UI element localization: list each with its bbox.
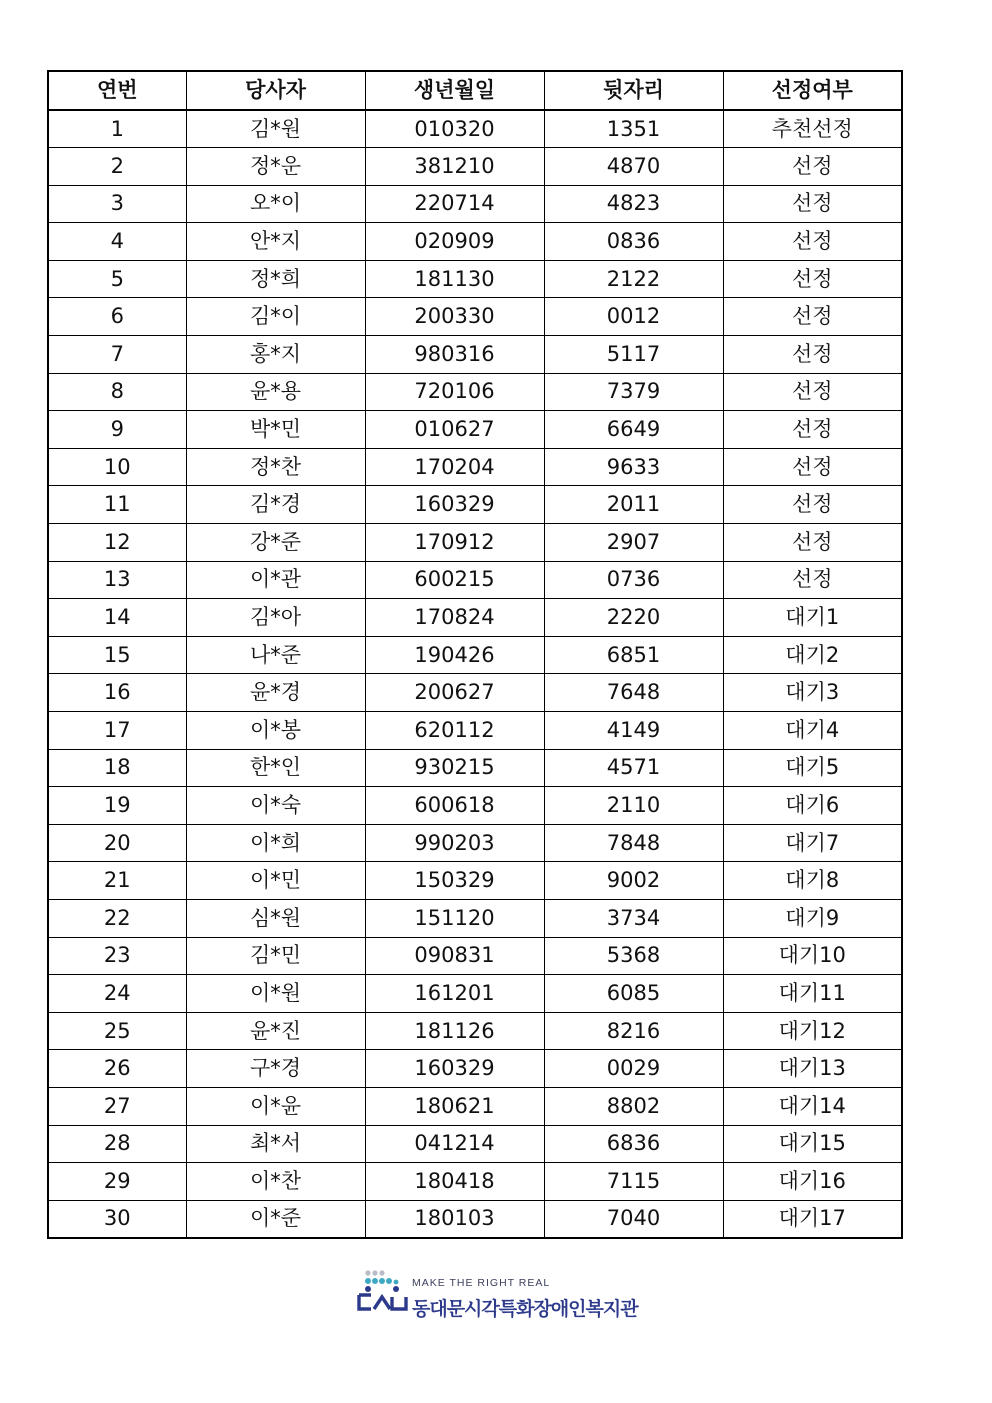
birthdate: 020909 bbox=[365, 223, 544, 261]
selection-status: 선정 bbox=[723, 524, 902, 562]
selection-status: 대기5 bbox=[723, 749, 902, 787]
id-suffix: 7648 bbox=[544, 674, 723, 712]
id-suffix: 4823 bbox=[544, 185, 723, 223]
table-row bbox=[48, 336, 902, 374]
table-row bbox=[48, 486, 902, 524]
id-suffix: 6649 bbox=[544, 411, 723, 449]
table-row bbox=[48, 824, 902, 862]
id-suffix: 7040 bbox=[544, 1200, 723, 1238]
row-number: 30 bbox=[48, 1200, 186, 1238]
selection-status: 선정 bbox=[723, 223, 902, 261]
table-row bbox=[48, 636, 902, 674]
row-number: 18 bbox=[48, 749, 186, 787]
id-suffix: 9002 bbox=[544, 862, 723, 900]
header-id-suffix: 뒷자리 bbox=[544, 71, 723, 110]
selection-status: 대기16 bbox=[723, 1163, 902, 1201]
table-row bbox=[48, 862, 902, 900]
birthdate: 181130 bbox=[365, 260, 544, 298]
selection-status: 대기15 bbox=[723, 1125, 902, 1163]
id-suffix: 5117 bbox=[544, 336, 723, 374]
id-suffix: 0029 bbox=[544, 1050, 723, 1088]
selection-status: 대기14 bbox=[723, 1087, 902, 1125]
selection-status: 선정 bbox=[723, 336, 902, 374]
recipient-name: 윤*경 bbox=[186, 674, 365, 712]
id-suffix: 7379 bbox=[544, 373, 723, 411]
id-suffix: 0012 bbox=[544, 298, 723, 336]
id-suffix: 7115 bbox=[544, 1163, 723, 1201]
recipient-name: 김*이 bbox=[186, 298, 365, 336]
row-number: 22 bbox=[48, 899, 186, 937]
selection-status: 대기3 bbox=[723, 674, 902, 712]
header-name: 당사자 bbox=[186, 71, 365, 110]
row-number: 27 bbox=[48, 1087, 186, 1125]
recipient-name: 강*준 bbox=[186, 524, 365, 562]
row-number: 2 bbox=[48, 148, 186, 186]
id-suffix: 2907 bbox=[544, 524, 723, 562]
id-suffix: 0836 bbox=[544, 223, 723, 261]
id-suffix: 2011 bbox=[544, 486, 723, 524]
birthdate: 170912 bbox=[365, 524, 544, 562]
table-row bbox=[48, 1163, 902, 1201]
birthdate: 190426 bbox=[365, 636, 544, 674]
selection-status: 대기10 bbox=[723, 937, 902, 975]
table-row bbox=[48, 1050, 902, 1088]
row-number: 10 bbox=[48, 448, 186, 486]
birthdate: 600215 bbox=[365, 561, 544, 599]
selection-status: 선정 bbox=[723, 185, 902, 223]
recipient-name: 심*원 bbox=[186, 899, 365, 937]
recipient-name: 김*아 bbox=[186, 599, 365, 637]
table-row bbox=[48, 937, 902, 975]
id-suffix: 3734 bbox=[544, 899, 723, 937]
recipient-name: 구*경 bbox=[186, 1050, 365, 1088]
id-suffix: 6085 bbox=[544, 975, 723, 1013]
recipient-name: 김*경 bbox=[186, 486, 365, 524]
selection-status: 선정 bbox=[723, 260, 902, 298]
footer-logo bbox=[356, 1269, 676, 1321]
organization-name: 동대문시각특화장애인복지관 bbox=[412, 1298, 638, 1320]
recipient-name: 이*준 bbox=[186, 1200, 365, 1238]
birthdate: 180103 bbox=[365, 1200, 544, 1238]
table-row bbox=[48, 1012, 902, 1050]
selection-status: 대기1 bbox=[723, 599, 902, 637]
birthdate: 180621 bbox=[365, 1087, 544, 1125]
id-suffix: 2110 bbox=[544, 787, 723, 825]
table-row bbox=[48, 110, 902, 148]
recipient-name: 이*윤 bbox=[186, 1087, 365, 1125]
table-row bbox=[48, 1125, 902, 1163]
row-number: 15 bbox=[48, 636, 186, 674]
birthdate: 041214 bbox=[365, 1125, 544, 1163]
table-row bbox=[48, 148, 902, 186]
organization-logo-icon bbox=[356, 1269, 410, 1321]
selection-status: 선정 bbox=[723, 561, 902, 599]
row-number: 24 bbox=[48, 975, 186, 1013]
recipient-name: 최*서 bbox=[186, 1125, 365, 1163]
birthdate: 010627 bbox=[365, 411, 544, 449]
header-number: 연번 bbox=[48, 71, 186, 110]
selection-status: 대기7 bbox=[723, 824, 902, 862]
header-selection-status: 선정여부 bbox=[723, 71, 902, 110]
table-row bbox=[48, 411, 902, 449]
recipient-name: 이*숙 bbox=[186, 787, 365, 825]
selection-status: 대기6 bbox=[723, 787, 902, 825]
selection-status: 대기9 bbox=[723, 899, 902, 937]
row-number: 21 bbox=[48, 862, 186, 900]
id-suffix: 1351 bbox=[544, 110, 723, 148]
birthdate: 181126 bbox=[365, 1012, 544, 1050]
row-number: 17 bbox=[48, 712, 186, 750]
row-number: 3 bbox=[48, 185, 186, 223]
header-row bbox=[48, 71, 902, 110]
row-number: 19 bbox=[48, 787, 186, 825]
recipient-name: 오*이 bbox=[186, 185, 365, 223]
row-number: 25 bbox=[48, 1012, 186, 1050]
row-number: 29 bbox=[48, 1163, 186, 1201]
birthdate: 720106 bbox=[365, 373, 544, 411]
recipient-name: 윤*진 bbox=[186, 1012, 365, 1050]
row-number: 16 bbox=[48, 674, 186, 712]
row-number: 26 bbox=[48, 1050, 186, 1088]
table-row bbox=[48, 373, 902, 411]
id-suffix: 7848 bbox=[544, 824, 723, 862]
table-row bbox=[48, 298, 902, 336]
table-row bbox=[48, 561, 902, 599]
row-number: 11 bbox=[48, 486, 186, 524]
row-number: 14 bbox=[48, 599, 186, 637]
recipient-name: 이*찬 bbox=[186, 1163, 365, 1201]
recipient-name: 김*원 bbox=[186, 110, 365, 148]
recipient-name: 정*운 bbox=[186, 148, 365, 186]
birthdate: 930215 bbox=[365, 749, 544, 787]
selection-status: 선정 bbox=[723, 298, 902, 336]
table-row bbox=[48, 524, 902, 562]
selection-status: 선정 bbox=[723, 373, 902, 411]
id-suffix: 4870 bbox=[544, 148, 723, 186]
recipient-name: 박*민 bbox=[186, 411, 365, 449]
birthdate: 220714 bbox=[365, 185, 544, 223]
birthdate: 161201 bbox=[365, 975, 544, 1013]
selection-status: 대기8 bbox=[723, 862, 902, 900]
recipient-name: 이*봉 bbox=[186, 712, 365, 750]
birthdate: 200627 bbox=[365, 674, 544, 712]
selection-status: 선정 bbox=[723, 411, 902, 449]
recipient-name: 홍*지 bbox=[186, 336, 365, 374]
selection-status: 추천선정 bbox=[723, 110, 902, 148]
birthdate: 200330 bbox=[365, 298, 544, 336]
table-row bbox=[48, 599, 902, 637]
row-number: 28 bbox=[48, 1125, 186, 1163]
table-row bbox=[48, 712, 902, 750]
id-suffix: 4149 bbox=[544, 712, 723, 750]
table-row bbox=[48, 787, 902, 825]
tagline: MAKE THE RIGHT REAL bbox=[412, 1277, 551, 1289]
selection-status: 대기17 bbox=[723, 1200, 902, 1238]
recipient-name: 이*원 bbox=[186, 975, 365, 1013]
table-body bbox=[48, 110, 902, 1238]
row-number: 4 bbox=[48, 223, 186, 261]
birthdate: 010320 bbox=[365, 110, 544, 148]
birthdate: 990203 bbox=[365, 824, 544, 862]
table-row bbox=[48, 223, 902, 261]
birthdate: 150329 bbox=[365, 862, 544, 900]
birthdate: 151120 bbox=[365, 899, 544, 937]
table-row bbox=[48, 749, 902, 787]
table-row bbox=[48, 185, 902, 223]
row-number: 9 bbox=[48, 411, 186, 449]
recipient-name: 이*민 bbox=[186, 862, 365, 900]
birthdate: 620112 bbox=[365, 712, 544, 750]
recipient-name: 김*민 bbox=[186, 937, 365, 975]
id-suffix: 4571 bbox=[544, 749, 723, 787]
birthdate: 600618 bbox=[365, 787, 544, 825]
table-row bbox=[48, 975, 902, 1013]
id-suffix: 8802 bbox=[544, 1087, 723, 1125]
table-row bbox=[48, 448, 902, 486]
results-table bbox=[47, 70, 903, 1239]
row-number: 23 bbox=[48, 937, 186, 975]
birthdate: 170204 bbox=[365, 448, 544, 486]
table-row bbox=[48, 899, 902, 937]
selection-status: 대기13 bbox=[723, 1050, 902, 1088]
recipient-name: 이*관 bbox=[186, 561, 365, 599]
row-number: 12 bbox=[48, 524, 186, 562]
row-number: 5 bbox=[48, 260, 186, 298]
birthdate: 980316 bbox=[365, 336, 544, 374]
table-row bbox=[48, 1087, 902, 1125]
recipient-name: 이*희 bbox=[186, 824, 365, 862]
table-header bbox=[48, 71, 902, 110]
selection-status: 대기11 bbox=[723, 975, 902, 1013]
id-suffix: 2220 bbox=[544, 599, 723, 637]
birthdate: 160329 bbox=[365, 1050, 544, 1088]
birthdate: 090831 bbox=[365, 937, 544, 975]
row-number: 6 bbox=[48, 298, 186, 336]
selection-status: 선정 bbox=[723, 148, 902, 186]
selection-status: 대기2 bbox=[723, 636, 902, 674]
table-row bbox=[48, 260, 902, 298]
row-number: 8 bbox=[48, 373, 186, 411]
table-row bbox=[48, 1200, 902, 1238]
id-suffix: 6851 bbox=[544, 636, 723, 674]
row-number: 7 bbox=[48, 336, 186, 374]
recipient-name: 나*준 bbox=[186, 636, 365, 674]
selection-status: 선정 bbox=[723, 486, 902, 524]
header-birthdate: 생년월일 bbox=[365, 71, 544, 110]
birthdate: 170824 bbox=[365, 599, 544, 637]
row-number: 20 bbox=[48, 824, 186, 862]
birthdate: 160329 bbox=[365, 486, 544, 524]
birthdate: 180418 bbox=[365, 1163, 544, 1201]
id-suffix: 6836 bbox=[544, 1125, 723, 1163]
selection-status: 선정 bbox=[723, 448, 902, 486]
recipient-name: 정*찬 bbox=[186, 448, 365, 486]
id-suffix: 5368 bbox=[544, 937, 723, 975]
id-suffix: 9633 bbox=[544, 448, 723, 486]
row-number: 1 bbox=[48, 110, 186, 148]
selection-status: 대기4 bbox=[723, 712, 902, 750]
row-number: 13 bbox=[48, 561, 186, 599]
id-suffix: 2122 bbox=[544, 260, 723, 298]
table-row bbox=[48, 674, 902, 712]
recipient-name: 한*인 bbox=[186, 749, 365, 787]
id-suffix: 0736 bbox=[544, 561, 723, 599]
birthdate: 381210 bbox=[365, 148, 544, 186]
recipient-name: 안*지 bbox=[186, 223, 365, 261]
recipient-name: 정*희 bbox=[186, 260, 365, 298]
selection-status: 대기12 bbox=[723, 1012, 902, 1050]
recipient-name: 윤*용 bbox=[186, 373, 365, 411]
id-suffix: 8216 bbox=[544, 1012, 723, 1050]
